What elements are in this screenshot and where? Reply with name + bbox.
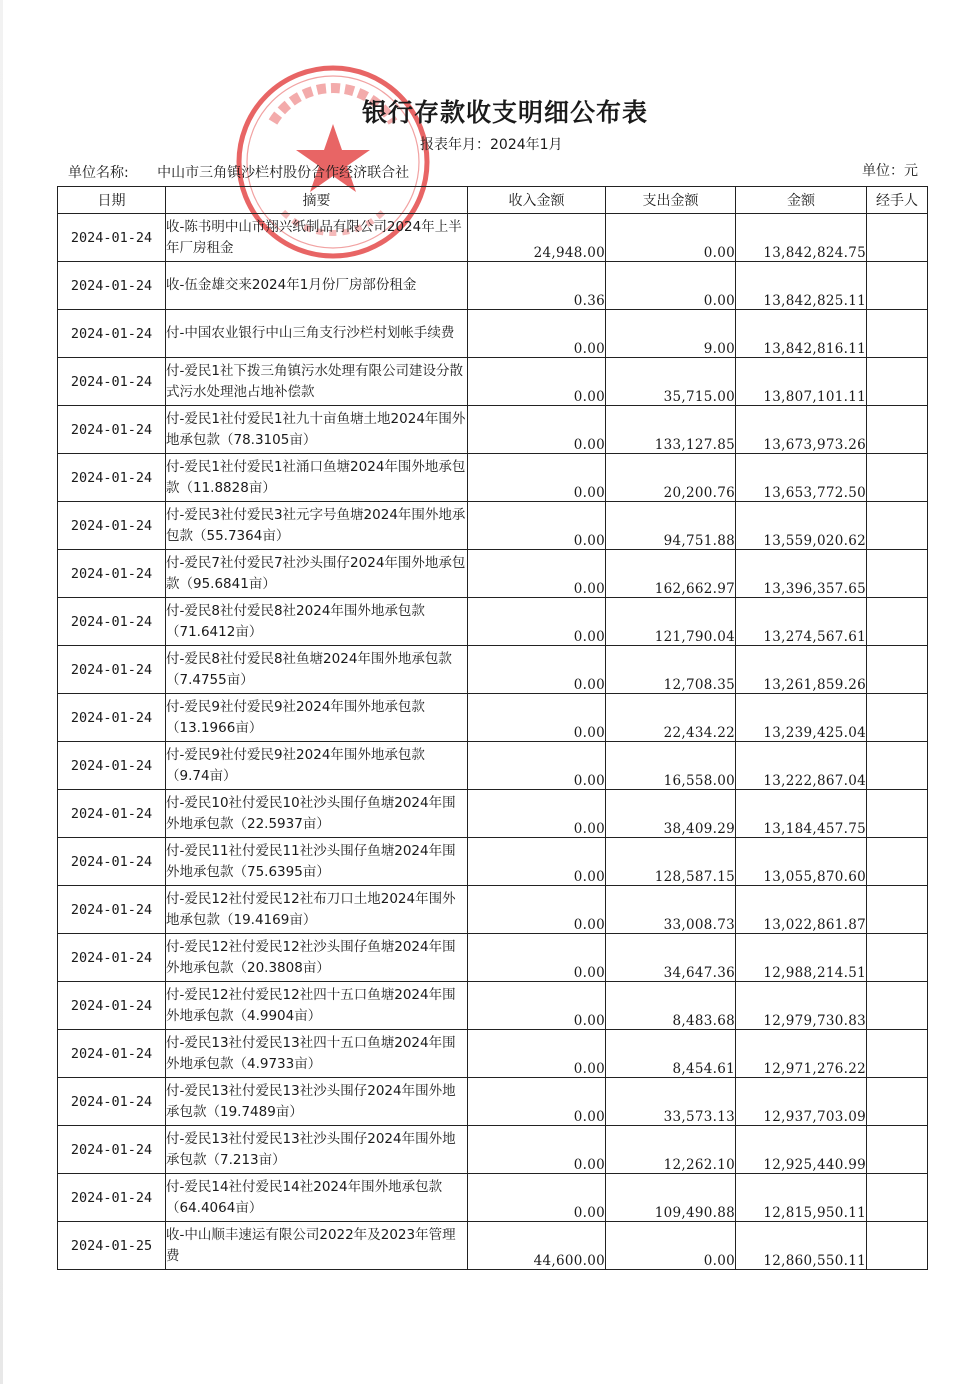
cell-balance: 13,842,816.11: [736, 310, 867, 358]
cell-expense: 121,790.04: [606, 598, 736, 646]
table-row: [58, 982, 928, 1030]
column-header-balance: 金额: [736, 187, 867, 214]
table-row: [58, 886, 928, 934]
cell-summary: 收-陈书明中山市翔兴纸制品有限公司2024年上半年厂房租金: [166, 214, 468, 262]
cell-summary: 付-中国农业银行中山三角支行沙栏村划帐手续费: [166, 310, 468, 358]
cell-date: 2024-01-24: [58, 1126, 166, 1174]
cell-balance: 13,274,567.61: [736, 598, 867, 646]
cell-date: 2024-01-24: [58, 838, 166, 886]
cell-summary: 付-爱民12社付爱民12社沙头围仔鱼塘2024年围外地承包款（20.3808亩）: [166, 934, 468, 982]
cell-expense: 0.00: [606, 262, 736, 310]
cell-expense: 34,647.36: [606, 934, 736, 982]
table-row: [58, 1030, 928, 1078]
cell-income: 24,948.00: [468, 214, 606, 262]
cell-balance: 13,673,973.26: [736, 406, 867, 454]
cell-balance: 12,925,440.99: [736, 1126, 867, 1174]
cell-balance: 13,184,457.75: [736, 790, 867, 838]
cell-income: 0.00: [468, 934, 606, 982]
ledger-table: [57, 186, 928, 1270]
table-row: [58, 742, 928, 790]
table-row: [58, 790, 928, 838]
cell-summary: 付-爱民10社付爱民10社沙头围仔鱼塘2024年围外地承包款（22.5937亩）: [166, 790, 468, 838]
cell-summary: 付-爱民1社付爱民1社涌口鱼塘2024年围外地承包款（11.8828亩）: [166, 454, 468, 502]
cell-expense: 0.00: [606, 214, 736, 262]
report-period: 报表年月：2024年1月: [420, 137, 563, 153]
cell-summary: 付-爱民9社付爱民9社2024年围外地承包款（9.74亩）: [166, 742, 468, 790]
cell-income: 0.00: [468, 790, 606, 838]
cell-handler: [867, 1078, 928, 1126]
cell-summary: 付-爱民13社付爱民13社沙头围仔2024年围外地承包款（7.213亩）: [166, 1126, 468, 1174]
table-row: [58, 1078, 928, 1126]
cell-expense: 38,409.29: [606, 790, 736, 838]
cell-expense: 22,434.22: [606, 694, 736, 742]
cell-income: 0.00: [468, 1030, 606, 1078]
cell-income: 0.00: [468, 502, 606, 550]
cell-income: 0.00: [468, 310, 606, 358]
cell-expense: 8,483.68: [606, 982, 736, 1030]
cell-summary: 付-爱民7社付爱民7社沙头围仔2024年围外地承包款（95.6841亩）: [166, 550, 468, 598]
cell-balance: 12,988,214.51: [736, 934, 867, 982]
cell-income: 0.00: [468, 550, 606, 598]
table-row: [58, 358, 928, 406]
cell-expense: 12,708.35: [606, 646, 736, 694]
cell-summary: 付-爱民8社付爱民8社2024年围外地承包款（71.6412亩）: [166, 598, 468, 646]
cell-date: 2024-01-24: [58, 982, 166, 1030]
cell-date: 2024-01-24: [58, 934, 166, 982]
cell-date: 2024-01-24: [58, 1174, 166, 1222]
cell-expense: 20,200.76: [606, 454, 736, 502]
table-row: [58, 1126, 928, 1174]
cell-date: 2024-01-24: [58, 358, 166, 406]
cell-expense: 35,715.00: [606, 358, 736, 406]
cell-summary: 付-爱民1社下拨三角镇污水处理有限公司建设分散式污水处理池占地补偿款: [166, 358, 468, 406]
cell-date: 2024-01-24: [58, 694, 166, 742]
unit-name-label: 单位名称:: [68, 165, 129, 181]
cell-balance: 13,055,870.60: [736, 838, 867, 886]
cell-handler: [867, 310, 928, 358]
cell-date: 2024-01-24: [58, 406, 166, 454]
cell-income: 0.00: [468, 886, 606, 934]
cell-expense: 109,490.88: [606, 1174, 736, 1222]
cell-handler: [867, 1222, 928, 1270]
cell-income: 0.00: [468, 598, 606, 646]
cell-balance: 13,842,824.75: [736, 214, 867, 262]
cell-date: 2024-01-24: [58, 214, 166, 262]
cell-summary: 付-爱民3社付爱民3社元字号鱼塘2024年围外地承包款（55.7364亩）: [166, 502, 468, 550]
cell-handler: [867, 694, 928, 742]
cell-balance: 12,860,550.11: [736, 1222, 867, 1270]
cell-income: 0.00: [468, 982, 606, 1030]
cell-income: 0.00: [468, 1126, 606, 1174]
cell-handler: [867, 1030, 928, 1078]
cell-handler: [867, 502, 928, 550]
cell-date: 2024-01-24: [58, 262, 166, 310]
cell-balance: 13,261,859.26: [736, 646, 867, 694]
table-row: [58, 1222, 928, 1270]
cell-handler: [867, 934, 928, 982]
ledger-body: [58, 214, 928, 1270]
cell-summary: 付-爱民1社付爱民1社九十亩鱼塘土地2024年围外地承包款（78.3105亩）: [166, 406, 468, 454]
column-header-handler: 经手人: [867, 187, 928, 214]
cell-income: 0.00: [468, 1078, 606, 1126]
cell-balance: 13,653,772.50: [736, 454, 867, 502]
cell-expense: 33,008.73: [606, 886, 736, 934]
cell-handler: [867, 598, 928, 646]
cell-summary: 付-爱民13社付爱民13社沙头围仔2024年围外地承包款（19.7489亩）: [166, 1078, 468, 1126]
cell-expense: 9.00: [606, 310, 736, 358]
table-row: [58, 646, 928, 694]
cell-balance: 12,979,730.83: [736, 982, 867, 1030]
cell-date: 2024-01-24: [58, 502, 166, 550]
cell-balance: 13,807,101.11: [736, 358, 867, 406]
cell-handler: [867, 838, 928, 886]
cell-handler: [867, 742, 928, 790]
cell-handler: [867, 790, 928, 838]
column-header-date: 日期: [58, 187, 166, 214]
cell-summary: 付-爱民9社付爱民9社2024年围外地承包款（13.1966亩）: [166, 694, 468, 742]
cell-expense: 94,751.88: [606, 502, 736, 550]
cell-handler: [867, 646, 928, 694]
cell-income: 0.00: [468, 742, 606, 790]
cell-summary: 付-爱民14社付爱民14社2024年围外地承包款（64.4064亩）: [166, 1174, 468, 1222]
column-header-expense: 支出金额: [606, 187, 736, 214]
unit-name: [68, 162, 409, 182]
cell-handler: [867, 214, 928, 262]
cell-income: 0.00: [468, 406, 606, 454]
cell-summary: 付-爱民12社付爱民12社四十五口鱼塘2024年围外地承包款（4.9904亩）: [166, 982, 468, 1030]
cell-handler: [867, 550, 928, 598]
cell-balance: 13,022,861.87: [736, 886, 867, 934]
cell-date: 2024-01-24: [58, 1030, 166, 1078]
page-title: 银行存款收支明细公布表: [361, 98, 648, 127]
cell-handler: [867, 1126, 928, 1174]
column-header-income: 收入金额: [468, 187, 606, 214]
cell-summary: 付-爱民8社付爱民8社鱼塘2024年围外地承包款（7.4755亩）: [166, 646, 468, 694]
cell-date: 2024-01-24: [58, 886, 166, 934]
cell-date: 2024-01-24: [58, 454, 166, 502]
cell-handler: [867, 1174, 928, 1222]
cell-income: 0.00: [468, 694, 606, 742]
table-row: [58, 502, 928, 550]
table-row: [58, 1174, 928, 1222]
cell-handler: [867, 886, 928, 934]
table-row: [58, 310, 928, 358]
cell-summary: 付-爱民12社付爱民12社布刀口土地2024年围外地承包款（19.4169亩）: [166, 886, 468, 934]
table-row: [58, 406, 928, 454]
cell-date: 2024-01-24: [58, 790, 166, 838]
cell-date: 2024-01-24: [58, 1078, 166, 1126]
cell-balance: 12,937,703.09: [736, 1078, 867, 1126]
cell-income: 0.00: [468, 454, 606, 502]
cell-expense: 133,127.85: [606, 406, 736, 454]
cell-expense: 0.00: [606, 1222, 736, 1270]
cell-income: 0.00: [468, 358, 606, 406]
cell-handler: [867, 982, 928, 1030]
table-row: [58, 934, 928, 982]
cell-income: 44,600.00: [468, 1222, 606, 1270]
cell-expense: 12,262.10: [606, 1126, 736, 1174]
cell-income: 0.00: [468, 1174, 606, 1222]
cell-date: 2024-01-25: [58, 1222, 166, 1270]
cell-handler: [867, 262, 928, 310]
cell-income: 0.00: [468, 838, 606, 886]
cell-expense: 8,454.61: [606, 1030, 736, 1078]
table-row: [58, 262, 928, 310]
cell-date: 2024-01-24: [58, 646, 166, 694]
cell-expense: 128,587.15: [606, 838, 736, 886]
cell-expense: 162,662.97: [606, 550, 736, 598]
cell-date: 2024-01-24: [58, 598, 166, 646]
cell-date: 2024-01-24: [58, 310, 166, 358]
cell-income: 0.36: [468, 262, 606, 310]
cell-balance: 13,239,425.04: [736, 694, 867, 742]
cell-summary: 收-伍金雄交来2024年1月份厂房部份租金: [166, 262, 468, 310]
cell-balance: 12,815,950.11: [736, 1174, 867, 1222]
cell-summary: 付-爱民11社付爱民11社沙头围仔鱼塘2024年围外地承包款（75.6395亩）: [166, 838, 468, 886]
cell-handler: [867, 406, 928, 454]
cell-balance: 13,842,825.11: [736, 262, 867, 310]
table-row: [58, 214, 928, 262]
page-edge: [0, 0, 3, 1384]
table-row: [58, 694, 928, 742]
cell-expense: 33,573.13: [606, 1078, 736, 1126]
cell-balance: 13,396,357.65: [736, 550, 867, 598]
table-row: [58, 454, 928, 502]
cell-expense: 16,558.00: [606, 742, 736, 790]
cell-summary: 收-中山顺丰速运有限公司2022年及2023年管理费: [166, 1222, 468, 1270]
cell-summary: 付-爱民13社付爱民13社四十五口鱼塘2024年围外地承包款（4.9733亩）: [166, 1030, 468, 1078]
cell-handler: [867, 358, 928, 406]
cell-balance: 12,971,276.22: [736, 1030, 867, 1078]
cell-handler: [867, 454, 928, 502]
table-header-row: [58, 187, 928, 214]
table-row: [58, 838, 928, 886]
column-header-summary: 摘要: [166, 187, 468, 214]
cell-income: 0.00: [468, 646, 606, 694]
currency-unit: 单位：元: [862, 163, 918, 179]
unit-name-value: 中山市三角镇沙栏村股份合作经济联合社: [157, 165, 410, 181]
cell-date: 2024-01-24: [58, 550, 166, 598]
cell-balance: 13,222,867.04: [736, 742, 867, 790]
table-row: [58, 550, 928, 598]
cell-balance: 13,559,020.62: [736, 502, 867, 550]
cell-date: 2024-01-24: [58, 742, 166, 790]
table-row: [58, 598, 928, 646]
